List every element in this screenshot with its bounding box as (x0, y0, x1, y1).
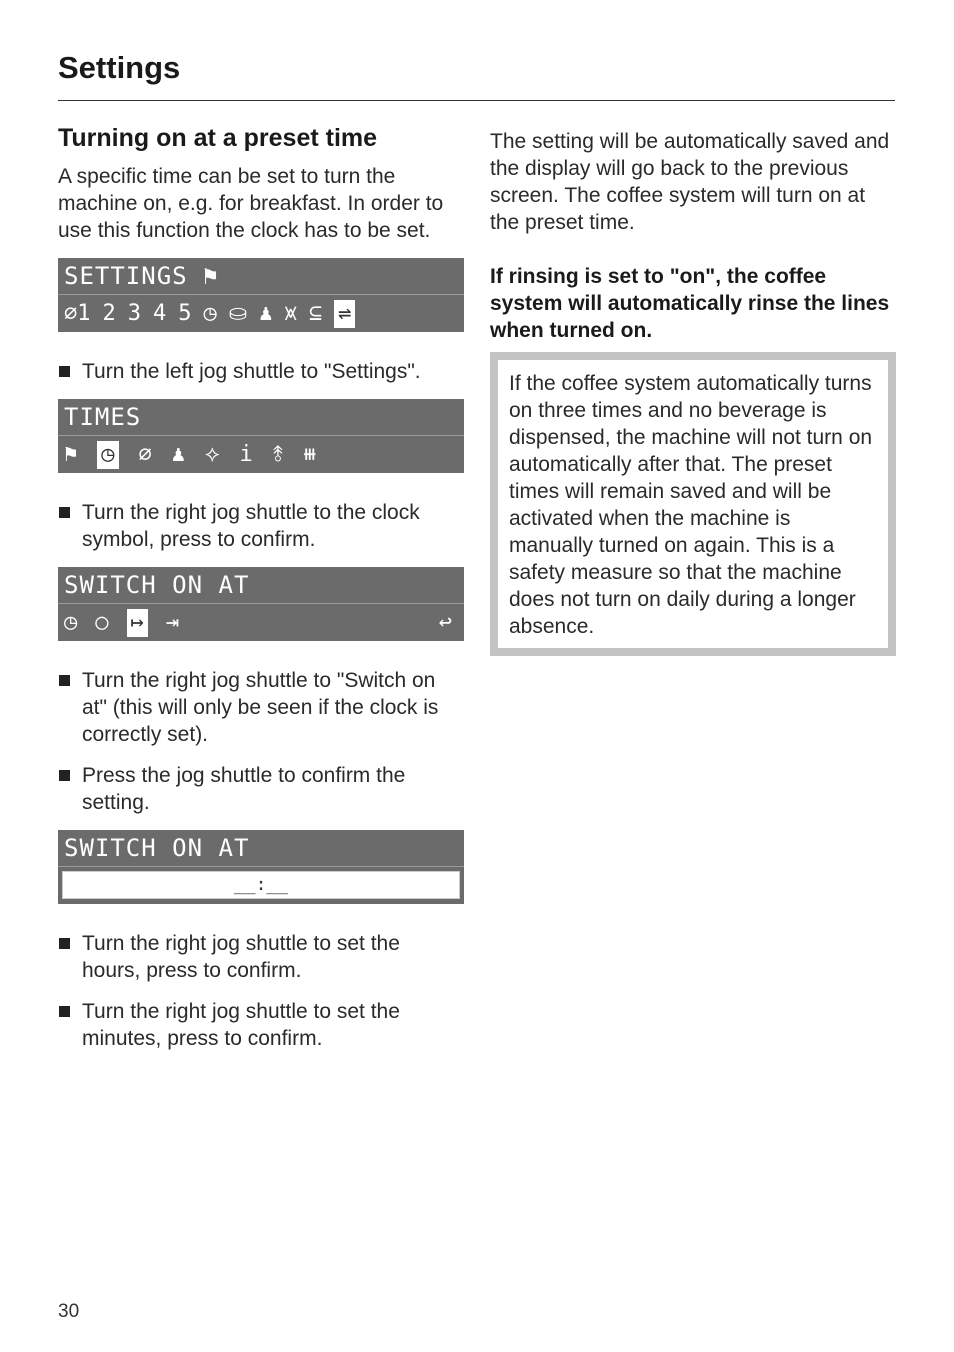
person-icon: ♟ (171, 442, 185, 467)
profile-5-icon: 5 (178, 301, 192, 326)
enter-icon: ↩ (438, 610, 452, 635)
intro-paragraph: A specific time can be set to turn the machine on, e.g. for breakfast. In order to use this function the clock has to be set. (58, 165, 444, 242)
display-menu-row (58, 604, 464, 641)
profile-4-icon: 4 (153, 301, 167, 326)
left-column (58, 124, 464, 1052)
step-item (58, 998, 464, 1052)
settings-icon: ⇌ (334, 300, 355, 328)
safety-note-box (490, 352, 896, 656)
bullet-square-icon (59, 675, 70, 686)
time-entry-field: __:__ (62, 871, 460, 899)
timer-icon: ◷ (203, 301, 217, 326)
step-text: Press the jog shuttle to confirm the setting. (82, 764, 406, 814)
profile-1-icon: ⌀1 (64, 301, 91, 326)
profile-3-icon: 3 (127, 301, 141, 326)
steam-icon: ⩙ (284, 301, 297, 326)
display-times (58, 399, 464, 473)
display-title: SWITCH ON AT (58, 567, 464, 604)
maintenance-icon: ⥉ (272, 442, 284, 467)
bullet-square-icon (59, 1006, 70, 1017)
step-text: Turn the right jog shuttle to "Switch on at" (this will only be seen if the clock is correctly set). (82, 669, 439, 746)
flag-icon: ⚑ (64, 442, 78, 467)
step-item (58, 358, 464, 385)
energy-icon: ⟡ (205, 442, 220, 467)
display-time-entry (58, 830, 464, 904)
display-title: SWITCH ON AT (58, 830, 464, 867)
step-item (58, 499, 464, 553)
bullet-square-icon (59, 770, 70, 781)
rinse-note: If rinsing is set to "on", the coffee system will automatically rinse the lines when turned on. (490, 265, 890, 342)
cup-icon: ⛀ (228, 301, 248, 326)
bullet-square-icon (59, 938, 70, 949)
info-icon: i (239, 442, 253, 467)
page-title: Settings (58, 50, 181, 85)
safety-note-text: If the coffee system automatically turns on three times and no beverage is dispensed, the machine will not turn on automatically after that. The preset times will remain saved and will be activated when the machine is manually turned on again. This is a safety measure so that the machine does not turn on daily during a longer absence. (509, 372, 873, 638)
display-switch-on-at (58, 567, 464, 641)
factory-icon: ⧻ (303, 442, 317, 467)
flag-icon: ⚑ (203, 262, 219, 290)
display-settings (58, 258, 464, 332)
step-text: Turn the left jog shuttle to "Settings". (82, 360, 421, 383)
page-number: 30 (58, 1301, 80, 1322)
step-text: Turn the right jog shuttle to set the minutes, press to confirm. (82, 1000, 400, 1050)
display-menu-row (58, 295, 464, 332)
right-column (490, 128, 896, 656)
clock-icon: ◷ (97, 441, 118, 469)
display-title (58, 258, 464, 295)
bullet-square-icon (59, 507, 70, 518)
save-info-paragraph: The setting will be automatically saved and the display will go back to the previous screen. The coffee system will turn on at the preset time. (490, 130, 890, 234)
step-text: Turn the right jog shuttle to the clock symbol, press to confirm. (82, 501, 420, 551)
step-item (58, 667, 464, 748)
profile-icon: ⌀ (138, 442, 152, 467)
title-divider (58, 100, 895, 101)
display-menu-row (58, 436, 464, 473)
section-heading: Turning on at a preset time (58, 124, 378, 152)
person-icon: ♟ (259, 301, 273, 326)
switch-on-icon: ↦ (127, 609, 148, 637)
circle-icon: ○ (95, 610, 109, 635)
switch-off-icon: ⇥ (165, 610, 179, 635)
step-text: Turn the right jog shuttle to set the hours, press to confirm. (82, 932, 400, 982)
step-item (58, 930, 464, 984)
display-title-text: SETTINGS (64, 262, 188, 290)
profile-2-icon: 2 (102, 301, 116, 326)
bullet-square-icon (59, 366, 70, 377)
rinse-icon: ⊆ (308, 301, 323, 326)
display-title: TIMES (58, 399, 464, 436)
step-item (58, 762, 464, 816)
clock-icon: ◷ (64, 610, 78, 635)
